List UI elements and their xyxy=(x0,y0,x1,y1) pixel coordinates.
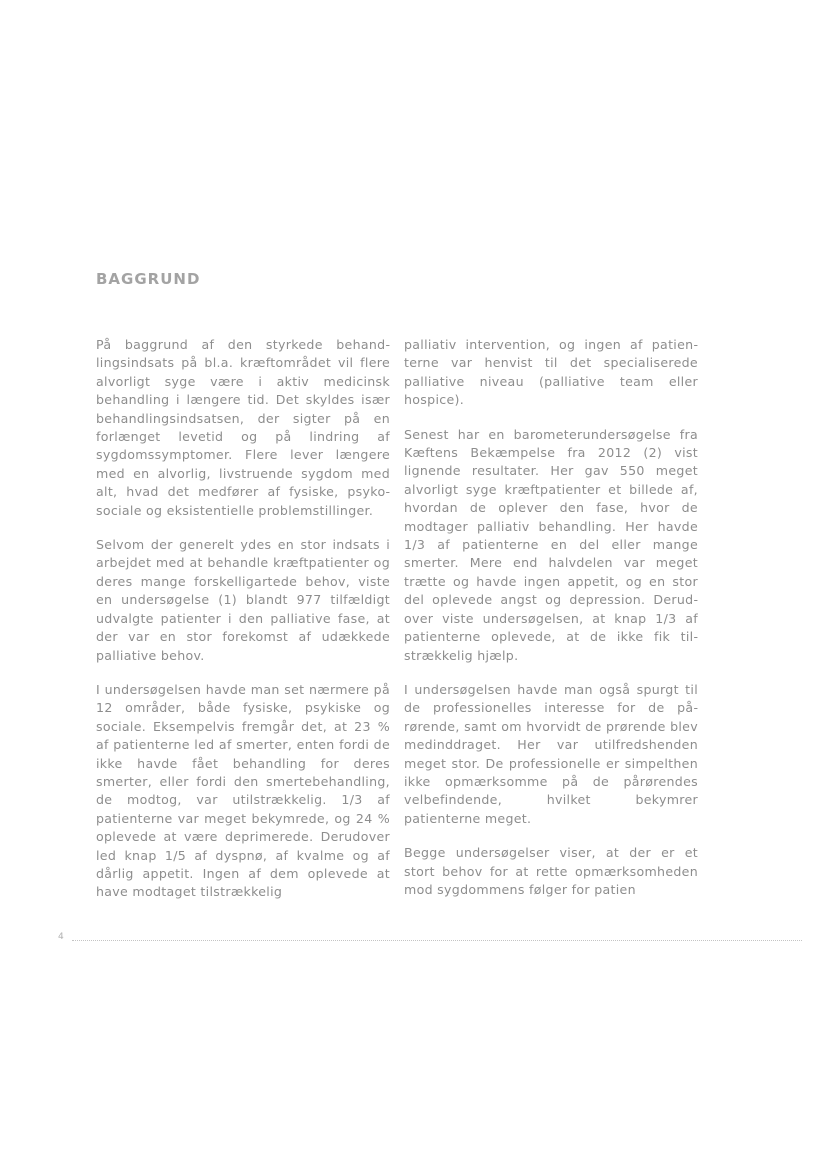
footer-divider xyxy=(72,940,802,941)
left-text-column xyxy=(96,336,390,918)
section-heading: BAGGRUND xyxy=(96,270,201,288)
paragraph: I undersøgelsen havde man set nærmere på 12 områder, både fysiske, psykiske og sociale. Eksempelvis fremgår det, at 23 % af patienterne led af smerter, enten fordi de ikke havde fået behandling for deres smerter, eller fordi den smertebehandling, de modtog, var utilstrækkelig. 1/3 af patienterne var meget bekymrede, og 24 % oplevede at være deprimerede. Derudover led knap 1/5 af dyspnø, af kvalme og af dårlig appetit. Ingen af dem oplevede at have modtaget tilstrækkelig xyxy=(96,681,390,900)
paragraph: Begge undersøgelser viser, at der er et stort behov for at rette opmærksomheden mod sygdommens følger for patien xyxy=(404,845,698,897)
paragraph: På baggrund af den styrkede behandlingsindsats på bl.a. kræftområdet vil flere alvorligt syge være i aktiv medicinsk behandling i længere tid. Det skyldes især behandlingsindsatsen, der sigter på en forlænget levetid og på lindring af sygdomssymptomer. Flere lever længere med en alvorlig, livstruende sygdom med alt, hvad det medfører af fysiske, psykosociale og eksistentielle problemstillinger. xyxy=(96,337,390,518)
page-number: 4 xyxy=(58,932,64,942)
right-text-column xyxy=(404,336,698,915)
paragraph: palliativ intervention, og ingen af patienterne var henvist til det specialiserede palliative niveau (palliative team eller hospice). xyxy=(404,337,698,408)
paragraph: Senest har en barometerundersøgelse fra Kæftens Bekæmpelse fra 2012 (2) vist lignende resultater. Her gav 550 meget alvorligt syge kræftpatienter et billede af, hvordan de oplever den fase, hvor de modtager palliativ behandling. Her havde 1/3 af patienterne en del eller mange smerter. Mere end halvdelen var meget trætte og havde ingen appetit, og en stor del oplevede angst og depression. Derudover viste undersøgelsen, at knap 1/3 af patienterne oplevede, at de ikke fik tilstrækkelig hjælp. xyxy=(404,426,698,663)
paragraph: I undersøgelsen havde man også spurgt til de professionelles interesse for de pårørende, samt om hvorvidt de prørende blev medinddraget. Her var utilfredshenden meget stor. De professionelle er simpelthen ikke opmærksomme på de pårørendes velbefindende, hvilket bekymrer patienterne meget. xyxy=(404,681,698,826)
paragraph: Selvom der generelt ydes en stor indsats i arbejdet med at behandle kræftpatienter og deres mange forskelligartede behov, viste en undersøgelse (1) blandt 977 tilfældigt udvalgte patienter i den palliative fase, at der var en stor forekomst af udækkede palliative behov. xyxy=(96,537,390,663)
